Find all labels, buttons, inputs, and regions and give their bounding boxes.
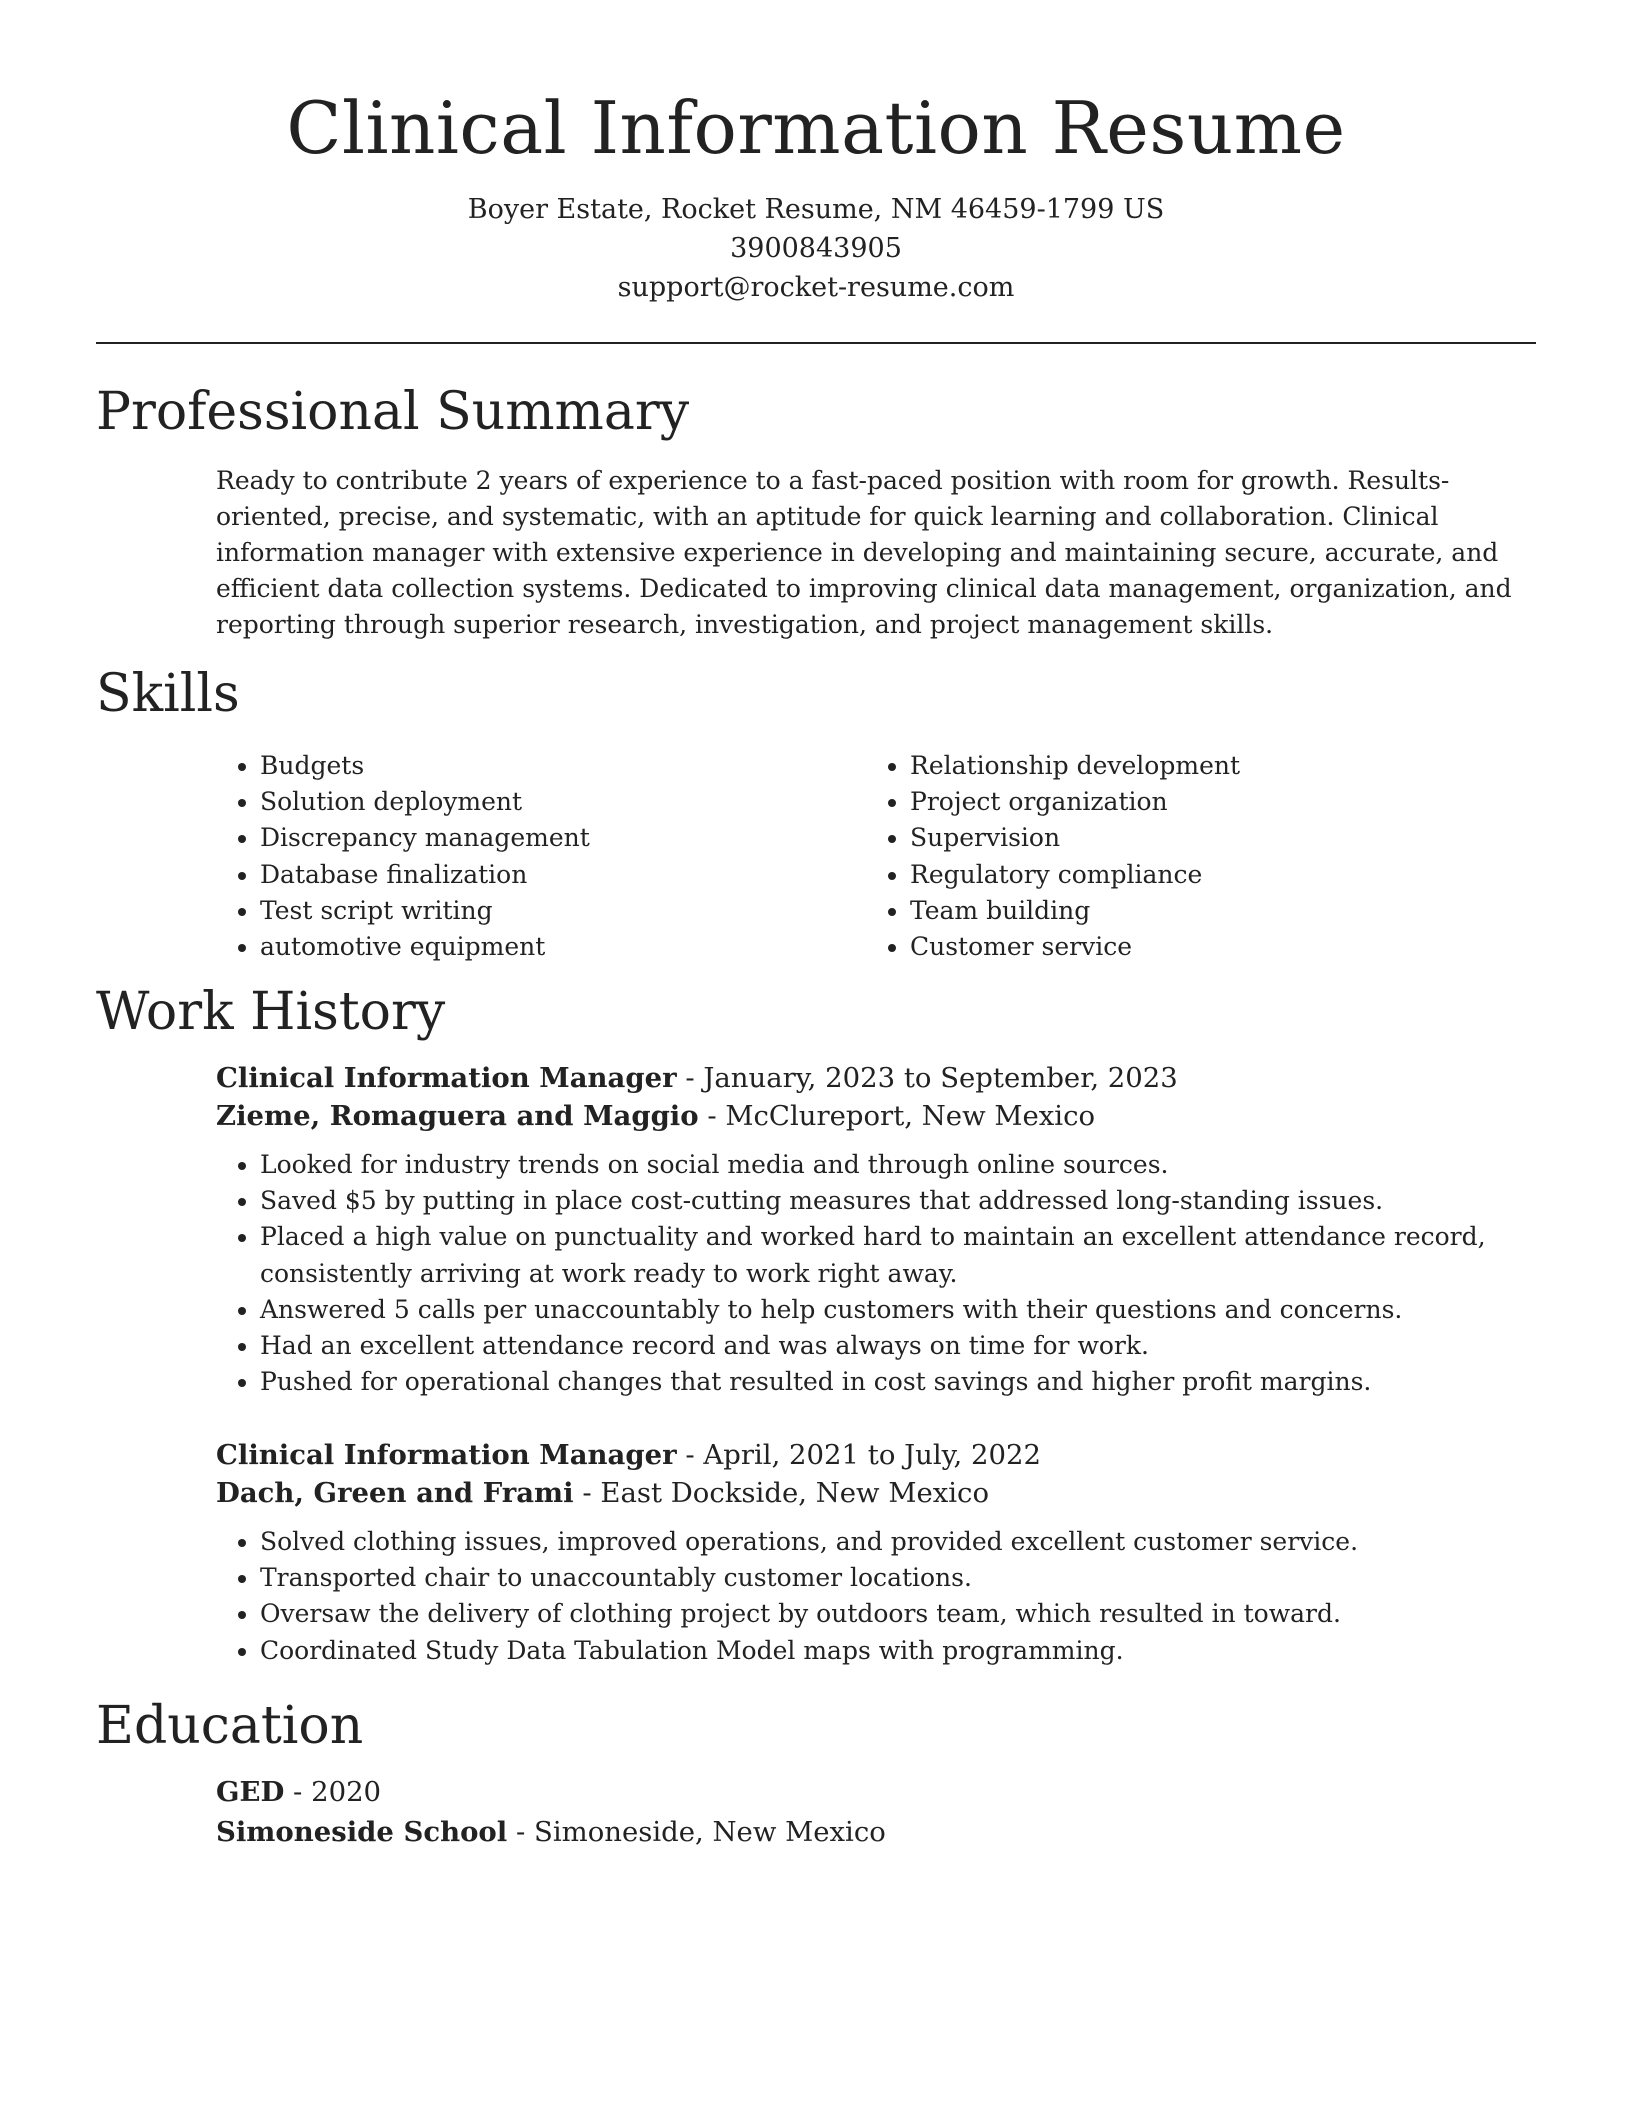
job-dates: - January, 2023 to September, 2023 bbox=[676, 1062, 1178, 1094]
job-duty: • Transported chair to unaccountably customer locations. bbox=[260, 1560, 1516, 1596]
header-divider bbox=[96, 342, 1536, 344]
job-entry bbox=[216, 1436, 1516, 1669]
skills-heading: Skills bbox=[96, 664, 240, 724]
job-duty: • Solved clothing issues, improved operations, and provided excellent customer service. bbox=[260, 1524, 1516, 1560]
job-title: Clinical Information Manager bbox=[216, 1439, 677, 1471]
skill-item: • Database finalization bbox=[260, 857, 866, 893]
job-company-line bbox=[216, 1474, 1516, 1512]
job-title-line bbox=[216, 1059, 1516, 1097]
skill-item: • Team building bbox=[910, 893, 1516, 929]
education-heading: Education bbox=[96, 1696, 364, 1756]
skills-column-right bbox=[866, 748, 1516, 965]
job-duty: • Looked for industry trends on social media and through online sources. bbox=[260, 1147, 1516, 1183]
skill-item: • Test script writing bbox=[260, 893, 866, 929]
work-history-heading: Work History bbox=[96, 982, 446, 1042]
education-school: Simoneside School bbox=[216, 1816, 508, 1848]
job-duty: • Coordinated Study Data Tabulation Model maps with programming. bbox=[260, 1633, 1516, 1669]
skills-column-left bbox=[216, 748, 866, 965]
job-company: Dach, Green and Frami bbox=[216, 1477, 574, 1509]
job-duty: • Had an excellent attendance record and was always on time for work. bbox=[260, 1328, 1516, 1364]
job-duty: • Placed a high value on punctuality and worked hard to maintain an excellent attendance record, consistently arriving at work ready to work right away. bbox=[260, 1219, 1516, 1291]
job-duty: • Saved $5 by putting in place cost-cutting measures that addressed long-standing issues. bbox=[260, 1183, 1516, 1219]
job-duties bbox=[216, 1147, 1516, 1400]
skill-item: • Project organization bbox=[910, 784, 1516, 820]
job-company-line bbox=[216, 1097, 1516, 1135]
skill-item: • Solution deployment bbox=[260, 784, 866, 820]
job-company: Zieme, Romaguera and Maggio bbox=[216, 1100, 699, 1132]
summary-heading: Professional Summary bbox=[96, 382, 690, 442]
job-duty: • Pushed for operational changes that resulted in cost savings and higher profit margins. bbox=[260, 1364, 1516, 1400]
job-duties bbox=[216, 1524, 1516, 1669]
skill-item: • Discrepancy management bbox=[260, 820, 866, 856]
skill-item: • automotive equipment bbox=[260, 929, 866, 965]
contact-info bbox=[96, 190, 1536, 307]
education-location: - Simoneside, New Mexico bbox=[507, 1816, 886, 1848]
job-duty: • Oversaw the delivery of clothing project by outdoors team, which resulted in toward. bbox=[260, 1596, 1516, 1632]
job-dates: - April, 2021 to July, 2022 bbox=[676, 1439, 1042, 1471]
job-title: Clinical Information Manager bbox=[216, 1062, 677, 1094]
contact-address: Boyer Estate, Rocket Resume, NM 46459-1799 US bbox=[467, 194, 1165, 225]
job-location: - McClureport, New Mexico bbox=[698, 1100, 1096, 1132]
education-year: - 2020 bbox=[284, 1776, 382, 1808]
education-entry bbox=[216, 1773, 1516, 1851]
job-entry bbox=[216, 1059, 1516, 1400]
skill-item: • Regulatory compliance bbox=[910, 857, 1516, 893]
skill-item: • Budgets bbox=[260, 748, 866, 784]
education-degree: GED bbox=[216, 1776, 285, 1808]
job-duty: • Answered 5 calls per unaccountably to help customers with their questions and concerns. bbox=[260, 1292, 1516, 1328]
education-school-line bbox=[216, 1813, 1516, 1851]
summary-text: Ready to contribute 2 years of experience to a fast-paced position with room for growth. Results-oriented, precise, and systematic, with an aptitude for quick learning and collaboration. Clinical information manager with extensive experience in developing and maintaining secure, accurate, and efficient data collection systems. Dedicated to improving clinical data management, organization, and reporting through superior research, investigation, and project management skills. bbox=[216, 466, 1512, 639]
education-degree-line bbox=[216, 1773, 1516, 1811]
contact-phone: 3900843905 bbox=[730, 233, 902, 264]
skill-item: • Relationship development bbox=[910, 748, 1516, 784]
skills-list bbox=[216, 748, 1516, 965]
skill-item: • Customer service bbox=[910, 929, 1516, 965]
job-title-line bbox=[216, 1436, 1516, 1474]
resume-header bbox=[96, 80, 1536, 307]
job-location: - East Dockside, New Mexico bbox=[573, 1477, 990, 1509]
skill-item: • Supervision bbox=[910, 820, 1516, 856]
contact-email: support@rocket-resume.com bbox=[617, 272, 1015, 303]
resume-title: Clinical Information Resume bbox=[286, 86, 1346, 170]
